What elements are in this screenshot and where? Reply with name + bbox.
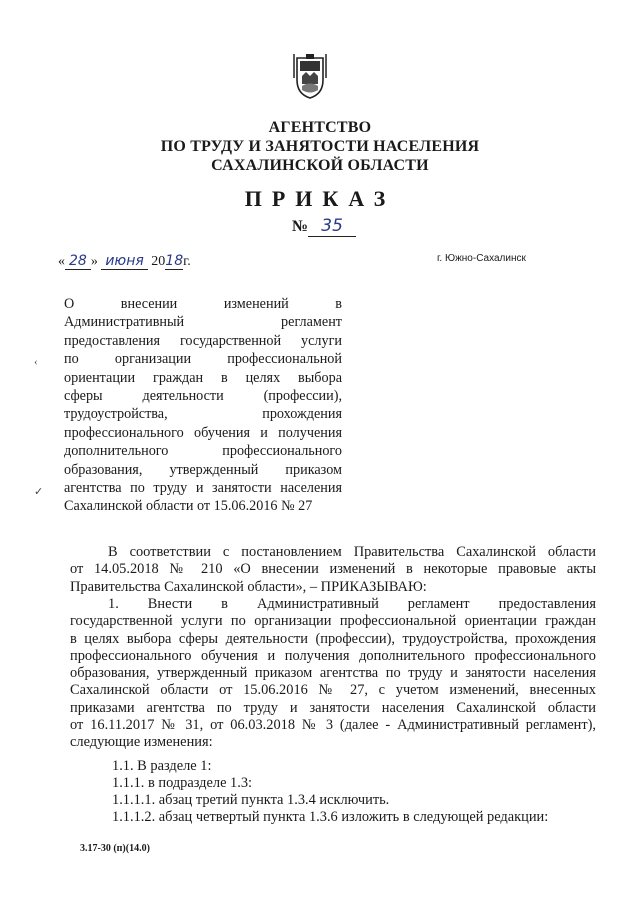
subitem-line: 1.1.1.1. абзац третий пункта 1.3.4 исключить. bbox=[112, 792, 390, 808]
subitem-line: 1.1.1.2. абзац четвертый пункта 1.3.6 изложить в следующей редакции: bbox=[112, 809, 549, 825]
date-quote-close: » bbox=[90, 254, 98, 269]
subject-line: О внесении изменений в bbox=[64, 296, 342, 312]
agency-name-line-3: САХАЛИНСКОЙ ОБЛАСТИ bbox=[211, 157, 429, 174]
order-date bbox=[58, 253, 191, 270]
item-1-line: государственной услуги по организации профессиональной ориентации граждан bbox=[70, 613, 596, 630]
city-name: г. Южно-Сахалинск bbox=[437, 253, 526, 264]
date-quote-open: « bbox=[58, 254, 65, 269]
subject-line: профессионального обучения и получения bbox=[64, 424, 342, 441]
item-1-line: приказами агентства по труду и занятости населения Сахалинской области bbox=[70, 699, 596, 716]
preamble-line: В соответствии с постановлением Правительства Сахалинской области bbox=[108, 544, 596, 560]
margin-check-mark: ✓ bbox=[34, 486, 44, 498]
date-year-prefix: 20 bbox=[151, 254, 166, 269]
item-1-paragraph bbox=[70, 596, 596, 752]
preamble-line: от 14.05.2018 № 210 «О внесении изменений в некоторые правовые акты bbox=[70, 561, 596, 578]
subject-line: Сахалинской области от 15.06.2016 № 27 bbox=[64, 498, 313, 515]
subitem-line: 1.1. В разделе 1: bbox=[112, 758, 212, 774]
order-subject bbox=[64, 295, 342, 516]
document-type-title: ПРИКАЗ bbox=[244, 186, 396, 211]
agency-name-line-1: АГЕНТСТВО bbox=[268, 119, 372, 136]
date-year-suffix: 18 bbox=[165, 253, 184, 269]
form-code: 3.17-30 (п)(14.0) bbox=[80, 843, 150, 854]
subject-line: Административный регламент bbox=[64, 314, 342, 331]
item-1-line: в целях выбора сферы деятельности (профессии), трудоустройства, прохождения bbox=[70, 630, 596, 647]
date-day: 28 bbox=[65, 253, 91, 270]
subject-line: агентства по труду и занятости населения bbox=[64, 480, 342, 497]
agency-name-line-2: ПО ТРУДУ И ЗАНЯТОСТИ НАСЕЛЕНИЯ bbox=[160, 138, 480, 155]
date-year-letter: г. bbox=[183, 254, 191, 269]
preamble bbox=[70, 544, 596, 596]
subject-line: трудоустройства, прохождения bbox=[64, 406, 342, 423]
item-1-line: следующие изменения: bbox=[70, 734, 213, 751]
item-1-line: 1. Внести в Административный регламент предоставления bbox=[108, 596, 596, 612]
number-sign: № bbox=[292, 218, 309, 235]
subject-line: дополнительного профессионального bbox=[64, 443, 342, 460]
subitem-line: 1.1.1. в подразделе 1.3: bbox=[112, 775, 253, 791]
subject-line: по организации профессиональной bbox=[64, 351, 342, 368]
order-number bbox=[292, 216, 356, 237]
subject-line: предоставления государственной услуги bbox=[64, 332, 342, 349]
subject-line: ориентации граждан в целях выбора bbox=[64, 369, 342, 386]
item-1-line: Сахалинской области от 15.06.2016 № 27, с учетом изменений, внесенных bbox=[70, 682, 596, 699]
date-month: июня bbox=[101, 253, 147, 270]
sakhalin-coat-of-arms-icon bbox=[293, 54, 327, 100]
subject-line: образования, утвержденный приказом bbox=[64, 461, 342, 478]
item-1-line: профессионального обучения и получения дополнительного профессионального bbox=[70, 647, 596, 664]
margin-tick-mark: ‹ bbox=[34, 356, 38, 368]
item-1-line: образования, утвержденный приказом агентства по труду и занятости населения bbox=[70, 665, 596, 682]
preamble-line: Правительства Сахалинской области», – ПРИКАЗЫВАЮ: bbox=[70, 578, 427, 595]
order-number-value: 35 bbox=[308, 216, 356, 237]
item-1-line: от 16.11.2017 № 31, от 06.03.2018 № 3 (далее - Административный регламент), bbox=[70, 717, 596, 734]
subject-line: сферы деятельности (профессии), bbox=[64, 388, 342, 405]
